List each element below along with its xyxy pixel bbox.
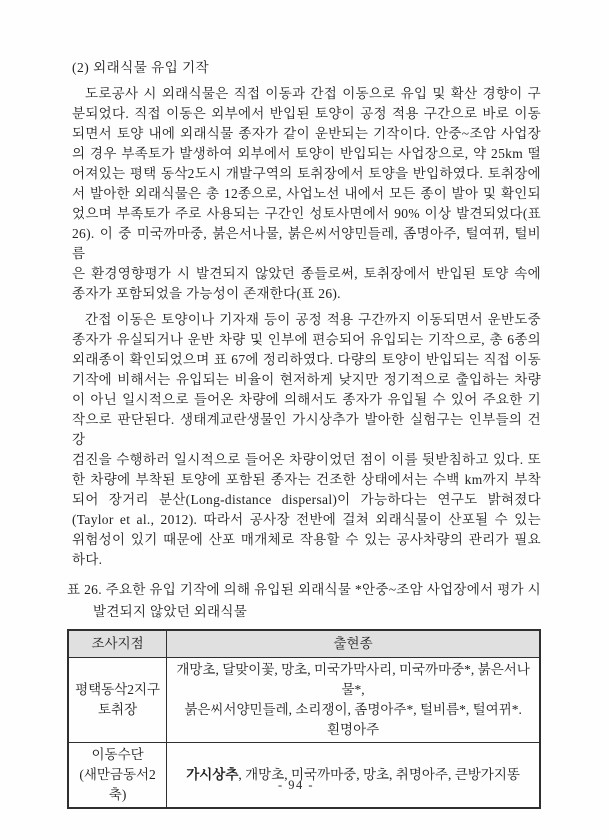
text-line: 의 경우 부족토가 발생하여 외부에서 토양이 반입되는 사업장으로, 약 25km 떨 bbox=[72, 146, 541, 161]
text-line: 종자가 포함되었을 가능성이 존재한다(표 26). bbox=[72, 286, 341, 301]
species-bold: 가시상추 bbox=[186, 766, 239, 782]
table-row bbox=[68, 657, 540, 742]
species-cell bbox=[167, 742, 540, 808]
species-cell bbox=[167, 657, 540, 742]
table-caption-line: 발견되지 않았던 외래식물 bbox=[93, 604, 248, 619]
text-line: 어져있는 평택 동삭2도시 개발구역의 토취장에서 토양을 반입하였다. 토취장에 bbox=[72, 166, 541, 181]
table-caption bbox=[67, 579, 541, 623]
site-name-line: (새만금동서2축) bbox=[79, 766, 156, 802]
text-line: 26). 이 중 미국까마중, 붉은서나물, 붉은씨서양민들레, 좀명아주, 털여뀌, 털비름 bbox=[72, 226, 541, 261]
text-line: 기작에 비해서는 유입되는 비율이 현저하게 낮지만 정기적으로 출입하는 차량 bbox=[72, 372, 541, 387]
text-line: 한 차량에 부착된 토양에 포함된 종자는 건조한 상태에서는 수백 km까지 부착 bbox=[72, 472, 541, 487]
text-line: 분되었다. 직접 이동은 외부에서 반입된 토양이 공정 적용 구간으로 바로 이동 bbox=[72, 106, 541, 121]
text-line: 은 환경영향평가 시 발견되지 않았던 종들로써, 토취장에서 반입된 토양 속에 bbox=[72, 266, 541, 281]
text-line: 위험성이 있기 때문에 산포 매개체로 작용할 수 있는 공사차량의 관리가 필요 bbox=[72, 532, 541, 547]
species-line: , 개망초, 미국까마중, 망초, 취명아주, 큰방가지똥 bbox=[238, 766, 520, 782]
text-line: 되어 장거리 분산(Long-distance dispersal)이 가능하다는 연구도 밝혀졌다 bbox=[72, 492, 541, 507]
table-caption-line: 표 26. 주요한 유입 기작에 의해 유입된 외래식물 *안중~조암 사업장에서 평가 시 bbox=[67, 582, 541, 597]
table-row bbox=[68, 742, 540, 808]
species-line: 개망초, 달맞이꽃, 망초, 미국가막사리, 미국까마중*, 붉은서나물*, bbox=[176, 661, 530, 697]
site-name-line: 이동수단 bbox=[91, 746, 144, 762]
species-line: 붉은씨서양민들레, 소리쟁이, 좀명아주*, 털비름*, 털여뀌*. bbox=[184, 701, 522, 717]
column-header-site: 조사지점 bbox=[68, 630, 167, 657]
text-line: 작으로 판단된다. 생태계교란생물인 가시상추가 발아한 실험구는 인부들의 건강 bbox=[72, 412, 541, 447]
text-line: 하다. bbox=[72, 552, 103, 567]
column-header-species: 출현종 bbox=[167, 630, 540, 657]
species-line: 흰명아주 bbox=[326, 721, 380, 737]
page-number: - 94 - bbox=[277, 778, 315, 792]
text-line: 었으며 부족토가 주로 사용되는 구간인 성토사면에서 90% 이상 발견되었다(표 bbox=[72, 206, 541, 221]
paragraph-direct-transfer bbox=[72, 84, 541, 304]
text-line: 서 발아한 외래식물은 총 12종으로, 사업노선 내에서 모든 종이 발아 및 확인되 bbox=[72, 186, 541, 201]
text-line: 이 아닌 일시적으로 들어온 차량에 의해서도 종자가 유입될 수 있어 주요한 기 bbox=[72, 392, 541, 407]
text-line: 검진을 수행하러 일시적으로 들어온 차량이었던 점이 이를 뒷받침하고 있다. 또 bbox=[72, 452, 541, 467]
text-line: 종자가 유실되거나 운반 차량 및 인부에 편승되어 유입되는 기작으로, 총 6종의 bbox=[72, 332, 541, 347]
site-name-line: 토취장 bbox=[98, 701, 138, 717]
text-line: 간접 이동은 토양이나 기자재 등이 공정 적용 구간까지 이동되면서 운반도중 bbox=[85, 312, 541, 327]
paragraph-indirect-transfer bbox=[72, 310, 541, 570]
text-line: 도로공사 시 외래식물은 직접 이동과 간접 이동으로 유입 및 확산 경향이 구 bbox=[85, 86, 541, 101]
page-content bbox=[67, 58, 541, 809]
site-cell bbox=[68, 657, 167, 742]
text-line: 외래종이 확인되었으며 표 67에 정리하였다. 다량의 토양이 반입되는 직접 이동 bbox=[72, 352, 541, 367]
text-line: 되면서 토양 내에 외래식물 종자가 같이 운반되는 기작이다. 안중~조암 사업장 bbox=[72, 126, 541, 141]
table-header-row bbox=[68, 630, 540, 657]
site-cell bbox=[68, 742, 167, 808]
section-heading: (2) 외래식물 유입 기작 bbox=[72, 60, 210, 75]
site-name-line: 평택동삭2지구 bbox=[75, 681, 161, 697]
text-line: (Taylor et al., 2012). 따라서 공사장 전반에 걸쳐 외래식물이 산포될 수 있는 bbox=[72, 512, 541, 527]
